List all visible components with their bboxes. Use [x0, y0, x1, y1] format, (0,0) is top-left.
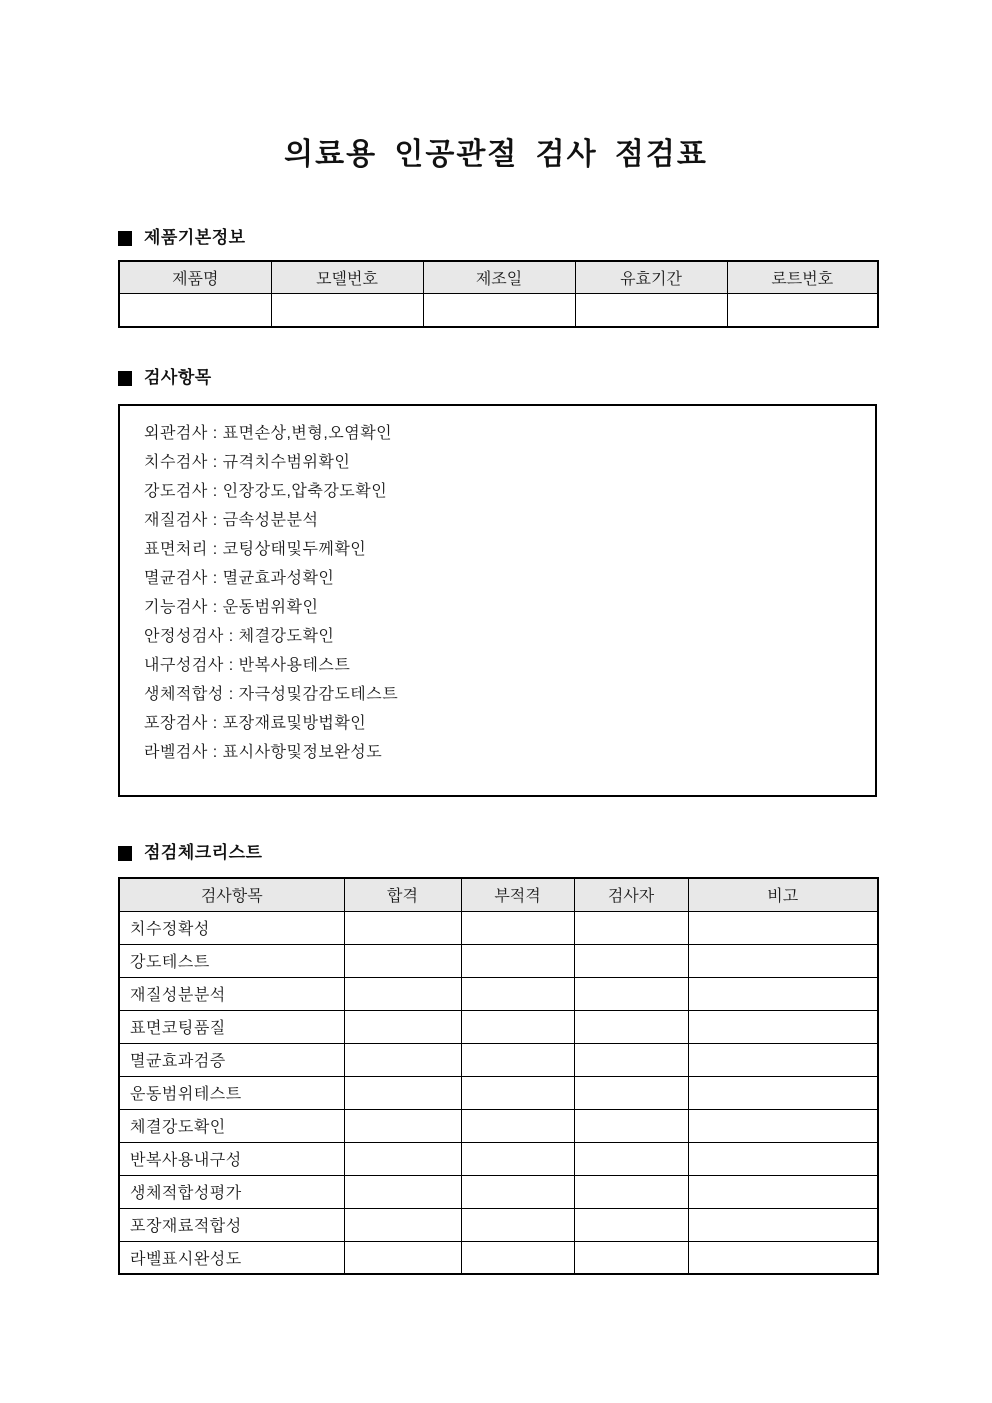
inspection-item-line: 생체적합성 : 자극성및감감도테스트	[144, 686, 399, 703]
pass-cell	[344, 1076, 461, 1109]
checklist-table	[118, 877, 879, 1275]
pass-cell	[344, 944, 461, 977]
inspector-cell	[574, 1208, 688, 1241]
pass-cell	[344, 1109, 461, 1142]
note-cell	[688, 1109, 878, 1142]
inspection-item-line: 포장검사 : 포장재료및방법확인	[144, 715, 367, 732]
checklist-item-label: 반복사용내구성	[119, 1142, 344, 1175]
pass-cell	[344, 1208, 461, 1241]
note-cell	[688, 1010, 878, 1043]
checklist-item-label: 표면코팅품질	[119, 1010, 344, 1043]
note-cell	[688, 911, 878, 944]
black-square-icon	[118, 231, 132, 246]
fail-cell	[461, 1109, 574, 1142]
column-header-pass: 합격	[344, 878, 461, 911]
checklist-row	[119, 1208, 878, 1241]
pass-cell	[344, 1142, 461, 1175]
checklist-item-label: 라벨표시완성도	[119, 1241, 344, 1274]
product-name-cell	[119, 293, 271, 327]
product-info-header-row	[119, 261, 878, 293]
black-square-icon	[118, 371, 132, 386]
inspection-item-line: 강도검사 : 인장강도,압축강도확인	[144, 483, 388, 500]
checklist-header-row	[119, 878, 878, 911]
inspection-item-line: 안정성검사 : 체결강도확인	[144, 628, 335, 645]
column-header-manufacture-date: 제조일	[423, 261, 575, 293]
product-info-heading: 제품기본정보	[144, 228, 246, 247]
inspector-cell	[574, 1043, 688, 1076]
inspector-cell	[574, 1241, 688, 1274]
checklist-row	[119, 1043, 878, 1076]
column-header-fail: 부적격	[461, 878, 574, 911]
inspector-cell	[574, 977, 688, 1010]
inspector-cell	[574, 1175, 688, 1208]
note-cell	[688, 944, 878, 977]
black-square-icon	[118, 846, 132, 861]
fail-cell	[461, 1208, 574, 1241]
pass-cell	[344, 1241, 461, 1274]
pass-cell	[344, 977, 461, 1010]
pass-cell	[344, 1010, 461, 1043]
product-info-table	[118, 260, 879, 328]
checklist-item-label: 멸균효과검증	[119, 1043, 344, 1076]
checklist-row	[119, 977, 878, 1010]
section-heading-product-info	[118, 226, 877, 250]
fail-cell	[461, 1076, 574, 1109]
note-cell	[688, 1241, 878, 1274]
fail-cell	[461, 1010, 574, 1043]
note-cell	[688, 1043, 878, 1076]
inspection-item-line: 재질검사 : 금속성분분석	[144, 512, 319, 529]
inspection-item-line: 내구성검사 : 반복사용테스트	[144, 657, 351, 674]
checklist-row	[119, 1241, 878, 1274]
column-header-model-number: 모델번호	[271, 261, 423, 293]
checklist-row	[119, 944, 878, 977]
pass-cell	[344, 1043, 461, 1076]
column-header-item: 검사항목	[119, 878, 344, 911]
product-info-value-row	[119, 293, 878, 327]
note-cell	[688, 1208, 878, 1241]
inspection-item-line: 기능검사 : 운동범위확인	[144, 599, 319, 616]
inspector-cell	[574, 1109, 688, 1142]
inspector-cell	[574, 1010, 688, 1043]
note-cell	[688, 1142, 878, 1175]
checklist-row	[119, 1175, 878, 1208]
inspection-item-line: 멸균검사 : 멸균효과성확인	[144, 570, 335, 587]
column-header-note: 비고	[688, 878, 878, 911]
checklist-item-label: 강도테스트	[119, 944, 344, 977]
inspection-item-line: 라벨검사 : 표시사항및정보완성도	[144, 744, 383, 761]
note-cell	[688, 977, 878, 1010]
document-content	[118, 226, 877, 1275]
inspector-cell	[574, 944, 688, 977]
page-title: 의료용 인공관절 검사 점검표	[284, 138, 708, 171]
note-cell	[688, 1175, 878, 1208]
inspector-cell	[574, 1142, 688, 1175]
model-number-cell	[271, 293, 423, 327]
section-heading-inspection-items	[118, 366, 877, 390]
fail-cell	[461, 944, 574, 977]
column-header-expiry: 유효기간	[575, 261, 727, 293]
manufacture-date-cell	[423, 293, 575, 327]
checklist-row	[119, 1010, 878, 1043]
fail-cell	[461, 911, 574, 944]
section-heading-checklist	[118, 841, 877, 865]
inspector-cell	[574, 911, 688, 944]
fail-cell	[461, 1142, 574, 1175]
inspection-item-line: 외관검사 : 표면손상,변형,오염확인	[144, 425, 393, 442]
checklist-row	[119, 1076, 878, 1109]
checklist-item-label: 재질성분분석	[119, 977, 344, 1010]
checklist-row	[119, 1109, 878, 1142]
pass-cell	[344, 1175, 461, 1208]
pass-cell	[344, 911, 461, 944]
fail-cell	[461, 1043, 574, 1076]
inspector-cell	[574, 1076, 688, 1109]
checklist-heading: 점검체크리스트	[144, 843, 263, 862]
note-cell	[688, 1076, 878, 1109]
checklist-item-label: 운동범위테스트	[119, 1076, 344, 1109]
inspection-item-line: 표면처리 : 코팅상태및두께확인	[144, 541, 367, 558]
checklist-row	[119, 911, 878, 944]
checklist-item-label: 포장재료적합성	[119, 1208, 344, 1241]
expiry-cell	[575, 293, 727, 327]
inspection-item-line: 치수검사 : 규격치수범위확인	[144, 454, 351, 471]
checklist-item-label: 체결강도확인	[119, 1109, 344, 1142]
column-header-product-name: 제품명	[119, 261, 271, 293]
lot-number-cell	[727, 293, 878, 327]
checklist-item-label: 생체적합성평가	[119, 1175, 344, 1208]
fail-cell	[461, 1175, 574, 1208]
column-header-inspector: 검사자	[574, 878, 688, 911]
fail-cell	[461, 1241, 574, 1274]
inspection-items-heading: 검사항목	[144, 368, 212, 387]
inspection-items-box	[118, 404, 877, 797]
fail-cell	[461, 977, 574, 1010]
checklist-row	[119, 1142, 878, 1175]
checklist-item-label: 치수정확성	[119, 911, 344, 944]
column-header-lot-number: 로트번호	[727, 261, 878, 293]
